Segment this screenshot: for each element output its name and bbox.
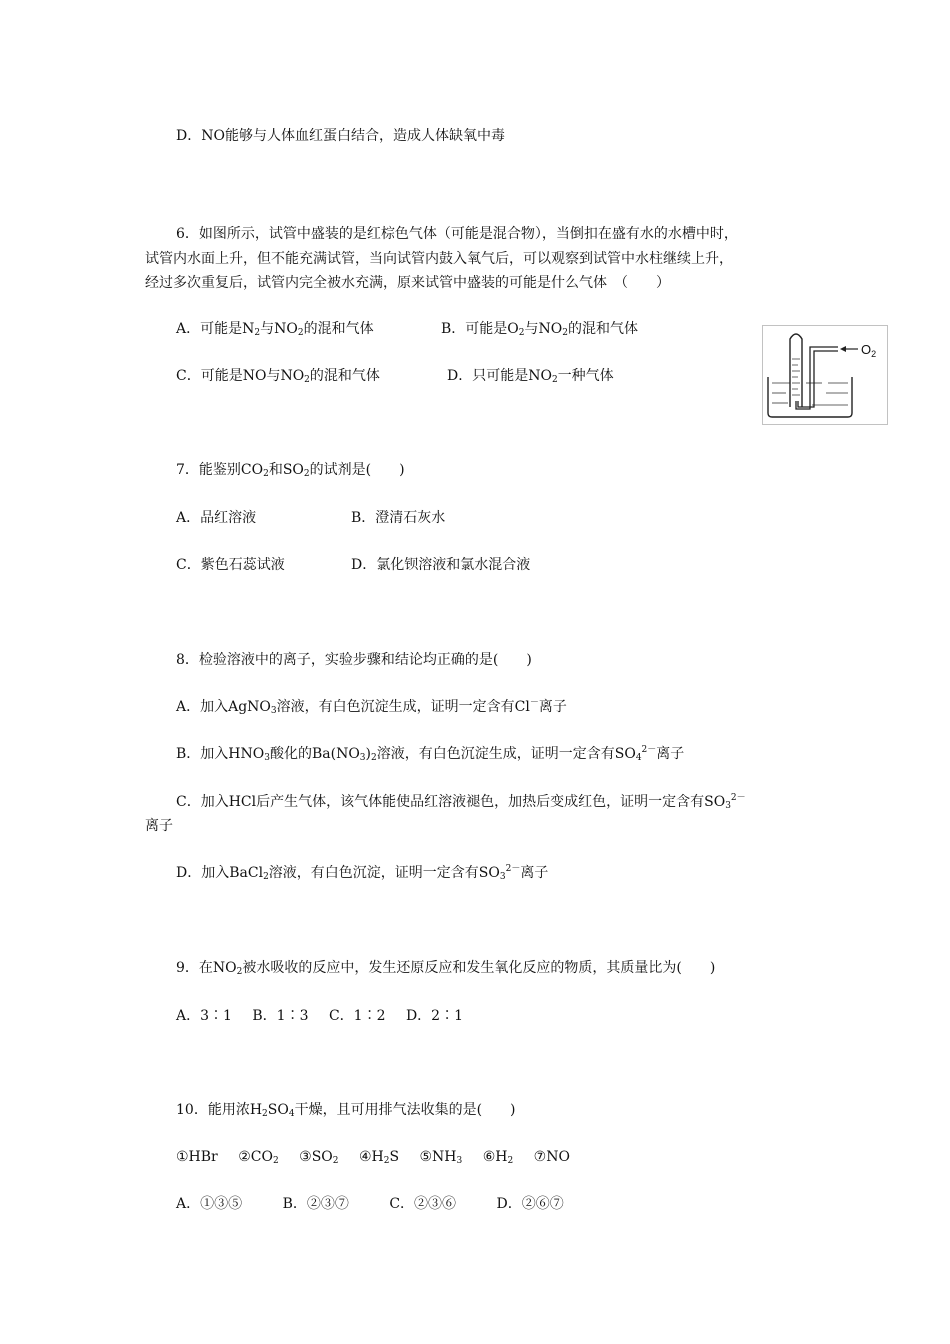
q6-stem-line-1: 6．如图所示，试管中盛装的是红棕色气体（可能是混合物），当倒扣在盛有水的水槽中时， (176, 226, 738, 242)
q9-option-d: D．2∶1 (405, 1008, 463, 1024)
q6-option-c: C．可能是NO与$NO_2$的混和气体 (176, 368, 380, 385)
q9-options (176, 1006, 463, 1026)
oxygen-label: $O_2$ (861, 342, 877, 359)
q9-option-c: C．1∶2 (328, 1008, 386, 1024)
q10-option-d: D．②⑥⑦ (496, 1196, 564, 1212)
q8-option-c-line-2: 离子 (145, 818, 173, 834)
q6-option-a: A．可能是$N_2$与$NO_2$的混和气体 (176, 321, 374, 338)
q9-option-b: B．1∶3 (252, 1008, 309, 1024)
q10-item-5: $⑤NH_3$ (419, 1149, 463, 1166)
q8-option-a: A．加入AgNO$_3$溶液，有白色沉淀生成，证明一定含有Cl－离子 (176, 698, 567, 716)
q9-option-a: A．3∶1 (176, 1008, 232, 1024)
q8-option-b: B．加入$HNO_3$酸化的$Ba(NO_3)_2$溶液，有白色沉淀生成，证明一定含有$SO_4^{2-}$离子 (176, 745, 685, 763)
test-tube-apparatus-figure (762, 325, 888, 425)
q9-stem: 9．在$NO_2$被水吸收的反应中，发生还原反应和发生氧化反应的物质，其质量比为( ) (176, 960, 716, 977)
q7-stem: 7．能鉴别$CO_2$和$SO_2$的试剂是( ) (176, 462, 405, 479)
q10-item-3: $③SO_2$ (299, 1149, 339, 1166)
q7-option-c: C．紫色石蕊试液 (176, 557, 285, 573)
q5-option-d: D．NO能够与人体血红蛋白结合，造成人体缺氧中毒 (176, 128, 505, 144)
q8-stem: 8．检验溶液中的离子，实验步骤和结论均正确的是( ) (176, 652, 532, 668)
q10-item-6: $⑥H_2$ (482, 1149, 514, 1166)
q10-stem: 10．能用浓$H_2SO_4$干燥，且可用排气法收集的是( ) (176, 1102, 516, 1119)
q6-option-d: D．只可能是$NO_2$一种气体 (447, 368, 614, 385)
q10-items (176, 1147, 570, 1167)
q10-item-1: ①HBr (176, 1149, 218, 1165)
q10-option-c: C．②③⑥ (389, 1196, 457, 1212)
q7-option-d: D．氯化钡溶液和氯水混合液 (351, 557, 531, 573)
q8-option-c: C．加入HCl后产生气体，该气体能使品红溶液褪色，加热后变成红色，证明一定含有$SO_3^{2-}$ (176, 793, 746, 811)
q10-option-b: B．②③⑦ (282, 1196, 349, 1212)
q7-option-a: A．品红溶液 (176, 510, 257, 526)
q6-stem-line-2: 试管内水面上升，但不能充满试管，当向试管内鼓入氧气后，可以观察到试管中水柱继续上升， (145, 251, 733, 267)
q6-stem-line-3: 经过多次重复后，试管内完全被水充满，原来试管中盛装的可能是什么气体 （ ） (145, 275, 670, 291)
q10-options (176, 1194, 564, 1214)
q8-option-d: D．加入BaCl$_2$溶液，有白色沉淀，证明一定含有$SO_3^{2-}$离子 (176, 864, 549, 882)
q7-option-b: B．澄清石灰水 (351, 510, 446, 526)
q10-item-4: $④H_2S$ (358, 1149, 400, 1166)
q10-option-a: A．①③⑤ (176, 1196, 243, 1212)
q6-option-b: B．可能是$O_2$与$NO_2$的混和气体 (441, 321, 638, 338)
q10-item-7: ⑦NO (533, 1149, 570, 1165)
q10-item-2: $②CO_2$ (238, 1149, 279, 1166)
